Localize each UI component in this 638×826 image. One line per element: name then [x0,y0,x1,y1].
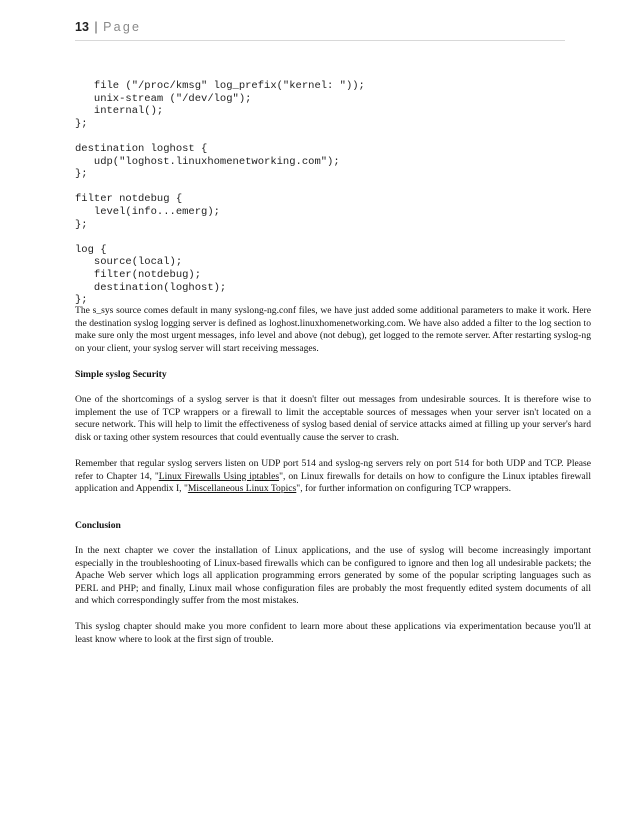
code-line: }; [75,117,88,130]
code-line: log { [75,243,107,256]
code-line: }; [75,294,88,307]
code-line: level(info...emerg); [75,205,220,218]
remember-text-part3: ", for further information on configuring TCP wrappers. [296,483,511,494]
page-header [75,20,565,41]
link-linux-firewalls[interactable]: Linux Firewalls Using iptables [158,470,280,482]
conclusion-paragraph [75,545,591,608]
code-line: }; [75,218,88,231]
remember-text-part1: Remember that regular syslog servers listen on UDP port 514 and syslog-ng servers rely on port 514 for both UDP and TCP. Please refer to Chapter 14, " [75,458,591,482]
conclusion-heading-block [75,520,591,533]
code-line: unix-stream ("/dev/log"); [75,92,252,105]
code-line: filter(notdebug); [75,268,202,281]
code-line: destination loghost { [75,142,208,155]
intro-paragraph [75,305,591,355]
page-number: 13 [75,20,89,34]
code-line: udp("loghost.linuxhomenetworking.com"); [75,155,340,168]
link-miscellaneous-linux-topics[interactable]: Miscellaneous Linux Topics [187,483,297,494]
conclusion-text: In the next chapter we cover the installation of Linux applications, and the use of syslog will become increasingly important especially in the troubleshooting of Linux-based firewalls which can be configured to ignore and then log all undesirable packets; the Apache Web server which logs all application programming errors generated by some of the popular scripting languages such as PERL and PHP; and finally, Linux mail whose configuration files are probably the most frequently edited system documents of all and which correspondingly suffer from the most mistakes. [75,545,591,606]
security-heading-block [75,369,591,382]
closing-paragraph [75,621,591,646]
code-line: file ("/proc/kmsg" log_prefix("kernel: ")); [75,80,365,92]
page-label: Page [103,20,142,34]
remember-text [75,458,591,496]
code-line: source(local); [75,256,183,269]
code-line: }; [75,168,88,181]
closing-text: This syslog chapter should make you more confident to learn more about these applications via experimentation because you'll at least know where to look at the first sign of trouble. [75,621,591,645]
intro-text: The s_sys source comes default in many syslong-ng.conf files, we have just added some additional parameters to make it work. Here the destination syslog logging server is defined as loghost.linuxhomenetworking.com. We have also added a filter to the log section to make sure only the most urgent messages, info level and above (not debug), get logged to the remote server. After restarting syslog-ng on your client, your syslog server will start receiving messages. [75,305,591,354]
code-line: internal(); [75,105,164,118]
code-block [75,80,590,307]
header-separator: | [94,20,98,34]
code-line: filter notdebug { [75,193,183,206]
section-heading-security: Simple syslog Security [75,369,167,380]
security-text: One of the shortcomings of a syslog server is that it doesn't filter out messages from undesirable sources. It is therefore wise to implement the use of TCP wrappers or a firewall to limit the acceptable sources of messages when your server isn't located on a secure network. This will help to limit the effectiveness of syslog based denial of service attacks aimed at filling up your server's hard disk or taxing other system resources that could eventually cause the server to crash. [75,394,591,443]
security-paragraph [75,394,591,444]
remember-text-part2: ", on Linux firewalls for details on how to configure the Linux iptables firewall application and Appendix I, " [75,470,592,494]
section-heading-conclusion: Conclusion [75,520,121,531]
remember-paragraph [75,458,591,496]
code-line: destination(loghost); [75,281,227,294]
code-line [75,181,590,194]
code-line [75,231,590,244]
code-line [75,130,590,143]
